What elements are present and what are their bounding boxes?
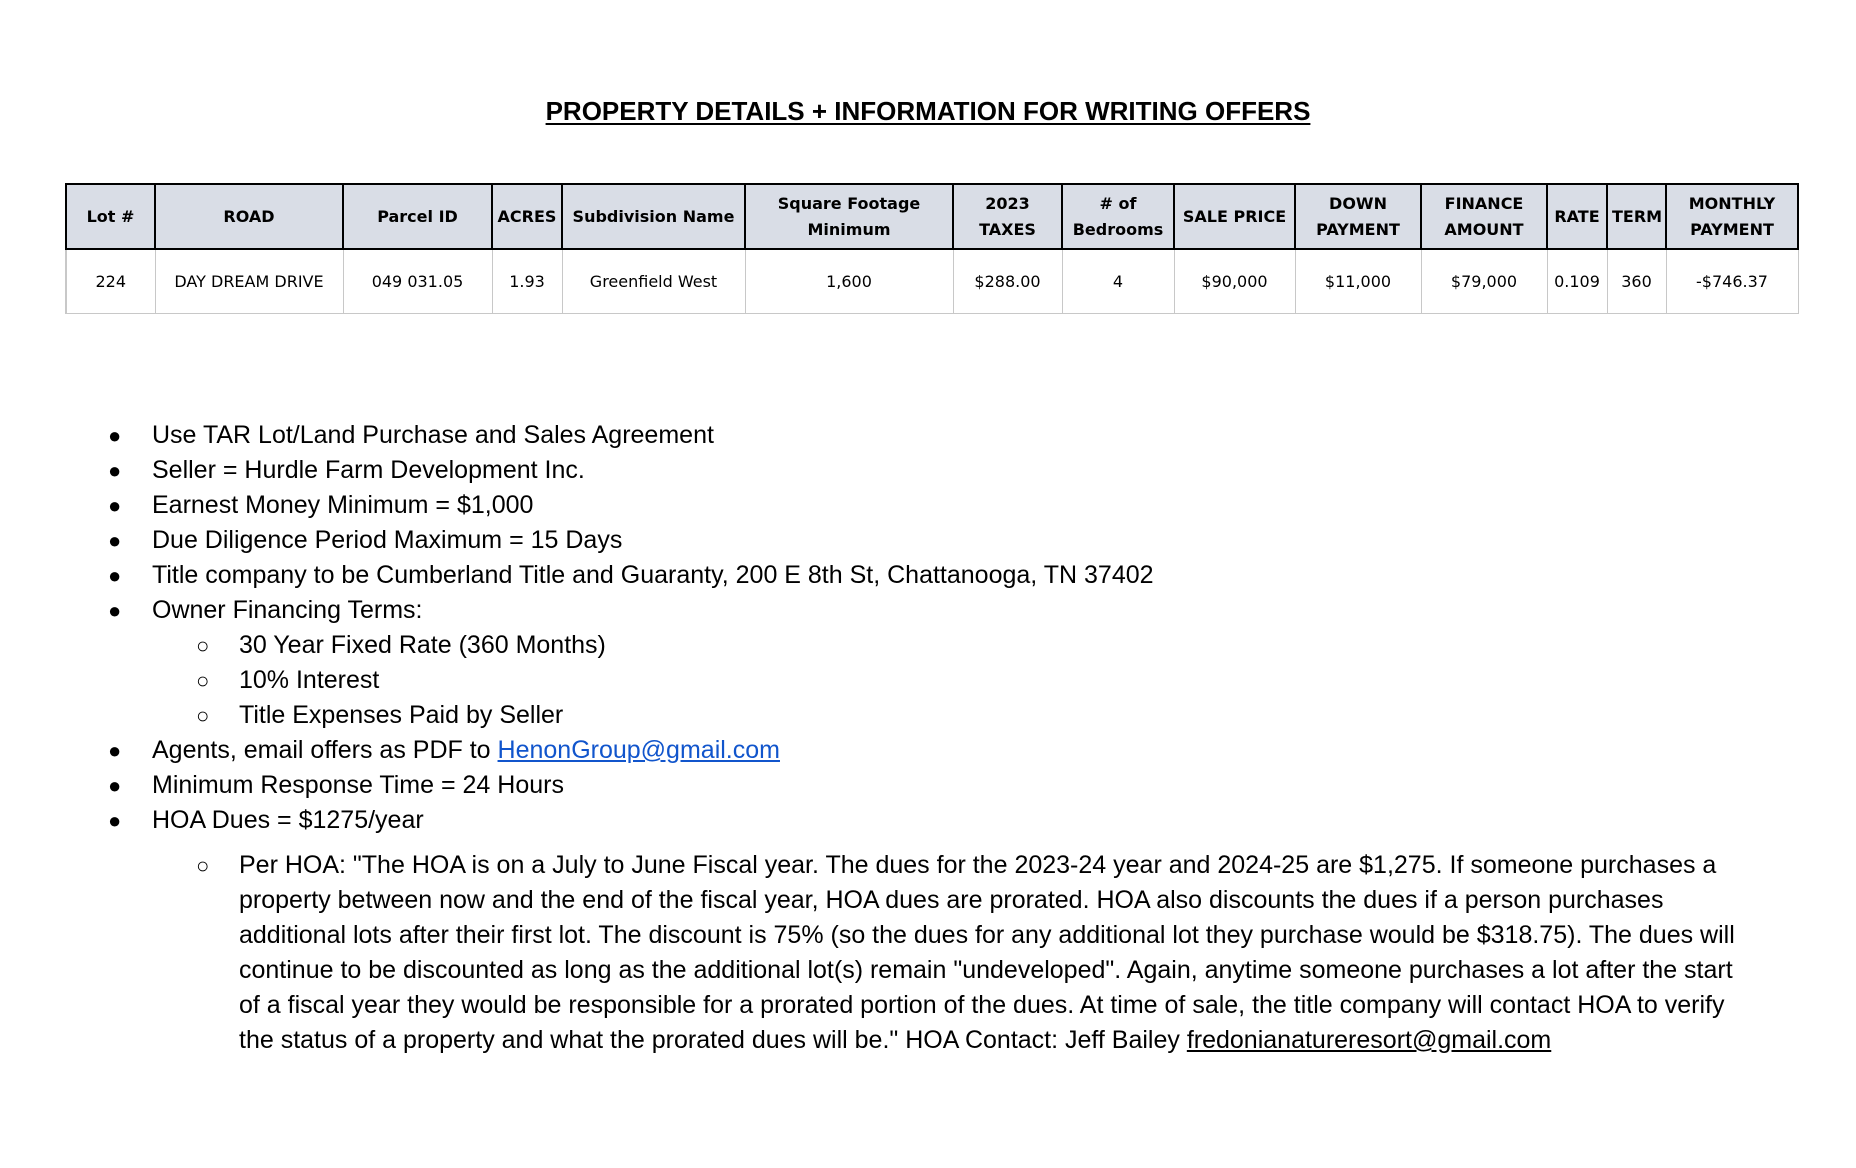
list-item: [0, 418, 1856, 453]
bullet-icon: ●: [108, 598, 122, 623]
header-taxes: 2023 TAXES: [953, 184, 1062, 249]
bullet-icon: ●: [108, 563, 122, 588]
list-item: [0, 733, 1856, 768]
header-rate: RATE: [1547, 184, 1607, 249]
circle-bullet-icon: ○: [196, 703, 210, 728]
header-term: TERM: [1607, 184, 1666, 249]
circle-bullet-icon: ○: [196, 853, 210, 878]
sub-list-item: [0, 698, 1856, 733]
bullet-text: Earnest Money Minimum = $1,000: [152, 491, 534, 519]
circle-bullet-icon: ○: [196, 633, 210, 658]
list-item: [0, 523, 1856, 558]
sub-bullet-text: 30 Year Fixed Rate (360 Months): [239, 631, 606, 659]
bullet-icon: ●: [108, 808, 122, 833]
list-item: [0, 488, 1856, 523]
table-header-row: [66, 184, 1798, 249]
header-bedrooms: # of Bedrooms: [1062, 184, 1174, 249]
sub-list-item: [0, 628, 1856, 663]
bullet-icon: ●: [108, 493, 122, 518]
cell-sale-price: $90,000: [1174, 249, 1295, 314]
bullet-icon: ●: [108, 423, 122, 448]
offer-info-list: [0, 418, 1856, 1058]
cell-lot: 224: [66, 249, 155, 314]
cell-bedrooms: 4: [1062, 249, 1174, 314]
circle-bullet-icon: ○: [196, 668, 210, 693]
header-subdivision: Subdivision Name: [562, 184, 745, 249]
sub-list-item: [0, 663, 1856, 698]
header-lot: Lot #: [66, 184, 155, 249]
header-square-footage: Square Footage Minimum: [745, 184, 953, 249]
bullet-text: Due Diligence Period Maximum = 15 Days: [152, 526, 623, 554]
cell-monthly-payment: -$746.37: [1666, 249, 1798, 314]
sub-bullet-text: 10% Interest: [239, 666, 380, 694]
hoa-note-text: Per HOA: "The HOA is on a July to June Fiscal year. The dues for the 2023-24 year and 2024-25 are $1,275. If someone purchases a property between now and the end of the fiscal year, HOA dues are prorated. HOA also discounts the dues if a person purchases additional lots after their first lot. The discount is 75% (so the dues for any additional lot they purchase would be $318.75). The dues will continue to be discounted as long as the additional lot(s) remain "undeveloped". Again, anytime someone purchases a lot after the start of a fiscal year they would be responsible for a prorated portion of the dues. At time of sale, the title company will contact HOA to verify the status of a property and what the prorated dues will be." HOA Contact: Jeff Bailey: [239, 851, 1735, 1054]
header-acres: ACRES: [492, 184, 562, 249]
table-row: [66, 249, 1798, 314]
sub-bullet-text: Title Expenses Paid by Seller: [239, 701, 564, 729]
header-road: ROAD: [155, 184, 343, 249]
list-item: [0, 768, 1856, 803]
header-parcel-id: Parcel ID: [343, 184, 492, 249]
cell-square-footage: 1,600: [745, 249, 953, 314]
list-item: [0, 803, 1856, 838]
bullet-icon: ●: [108, 528, 122, 553]
bullet-text: Owner Financing Terms:: [152, 596, 423, 624]
header-sale-price: SALE PRICE: [1174, 184, 1295, 249]
cell-taxes: $288.00: [953, 249, 1062, 314]
header-down-payment: DOWN PAYMENT: [1295, 184, 1421, 249]
cell-acres: 1.93: [492, 249, 562, 314]
header-finance-amount: FINANCE AMOUNT: [1421, 184, 1547, 249]
bullet-text: HOA Dues = $1275/year: [152, 806, 424, 834]
header-monthly-payment: MONTHLY PAYMENT: [1666, 184, 1798, 249]
bullet-icon: ●: [108, 458, 122, 483]
list-item: [0, 593, 1856, 628]
cell-down-payment: $11,000: [1295, 249, 1421, 314]
cell-term: 360: [1607, 249, 1666, 314]
list-item: [0, 453, 1856, 488]
page-title: PROPERTY DETAILS + INFORMATION FOR WRITING OFFERS: [545, 96, 1311, 126]
bullet-text: Seller = Hurdle Farm Development Inc.: [152, 456, 585, 484]
bullet-icon: ●: [108, 738, 122, 763]
cell-finance-amount: $79,000: [1421, 249, 1547, 314]
bullet-icon: ●: [108, 773, 122, 798]
cell-rate: 0.109: [1547, 249, 1607, 314]
cell-parcel-id: 049 031.05: [343, 249, 492, 314]
bullet-text: Agents, email offers as PDF to: [152, 736, 498, 764]
cell-subdivision: Greenfield West: [562, 249, 745, 314]
property-table: [65, 183, 1799, 314]
bullet-text: Use TAR Lot/Land Purchase and Sales Agreement: [152, 421, 714, 449]
bullet-text: Minimum Response Time = 24 Hours: [152, 771, 564, 799]
bullet-text: Title company to be Cumberland Title and Guaranty, 200 E 8th St, Chattanooga, TN 37402: [152, 561, 1154, 589]
sub-list-item: [0, 848, 1856, 1058]
cell-road: DAY DREAM DRIVE: [155, 249, 343, 314]
hoa-contact-email-link[interactable]: fredonianatureresort@gmail.com: [1186, 1026, 1552, 1054]
offers-email-link[interactable]: HenonGroup@gmail.com: [497, 736, 780, 764]
list-item: [0, 558, 1856, 593]
